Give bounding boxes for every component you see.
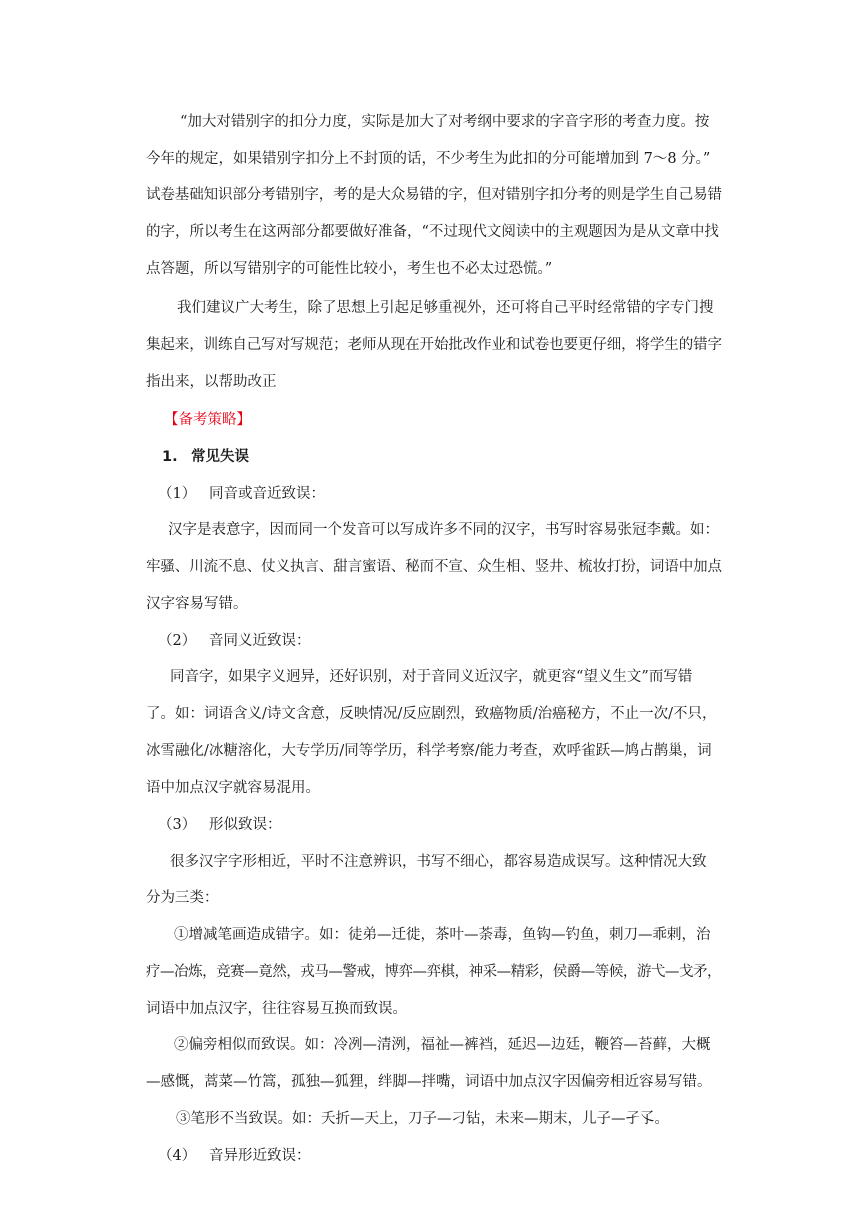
paragraph-line: 同音字，如果字义迥异，还好识别，对于音同义近汉字，就更容“望义生文”而写错 [170, 669, 693, 685]
item-number: （1） [158, 486, 197, 502]
item-number: （3） [158, 817, 197, 833]
item-title: 音异形近致误： [209, 1148, 311, 1164]
paragraph-line: 点答题，所以写错别字的可能性比较小，考生也不必太过恐慌。” [146, 261, 553, 277]
paragraph-line: ①增减笔画造成错字。如：徒弟—迁徙，茶叶—荼毒，鱼钩—钓鱼，刺刀—乖剌，治 [174, 927, 711, 943]
paragraph-line: 语中加点汉字就容易混用。 [146, 780, 320, 796]
paragraph-line: 指出来，以帮助改正 [146, 374, 277, 390]
paragraph-line: “加大对错别字的扣分力度，实际是加大了对考纲中要求的字音字形的考查力度。按 [180, 114, 710, 130]
paragraph-line: —感慨，蒿菜—竹篙，孤独—狐狸，绊脚—拌嘴，词语中加点汉字因偏旁相近容易写错。 [146, 1074, 712, 1090]
paragraph-line: ②偏旁相似而致误。如：冷冽—清洌，福祉—裤裆，延迟—边廷，鞭笞—苔藓，大概 [174, 1037, 711, 1053]
paragraph-line: 分为三类： [146, 890, 219, 906]
item-number: （2） [158, 633, 197, 649]
paragraph-line: 汉字是表意字，因而同一个发音可以写成许多不同的汉字，书写时容易张冠李戴。如： [168, 522, 719, 538]
paragraph-line: 很多汉字字形相近，平时不注意辨识，书写不细心，都容易造成误写。这种情况大致 [170, 854, 707, 870]
item-title: 音同义近致误： [209, 633, 311, 649]
paragraph-line: 汉字容易写错。 [146, 596, 248, 612]
paragraph-line: 集起来，训练自己写对写规范；老师从现在开始批改作业和试卷也要更仔细，将学生的错字 [146, 337, 722, 353]
paragraph-line: 今年的规定，如果错别字扣分上不封顶的话，不少考生为此扣的分可能增加到 7～8 分。” [146, 151, 711, 167]
paragraph-line: 的字，所以考生在这两部分都要做好准备，“不过现代文阅读中的主观题因为是从文章中找 [146, 224, 719, 240]
section-heading: 【备考策略】 [164, 412, 251, 428]
subheading-number: 1. [162, 449, 178, 465]
paragraph-line: 了。如：词语含义/诗文含意，反映情况/反应剧烈，致癌物质/治癌秘方，不止一次/不只， [146, 706, 717, 722]
paragraph-line: 冰雪融化/冰糖溶化，大专学历/同等学历，科学考察/能力考查，欢呼雀跃—鸠占鹊巢，词 [146, 743, 712, 759]
paragraph-line: 词语中加点汉字，往往容易互换而致误。 [146, 1001, 407, 1017]
paragraph-line: 牢骚、川流不息、仗义执言、甜言蜜语、秘而不宣、众生相、竖井、梳妆打扮，词语中加点 [146, 559, 722, 575]
paragraph-line: 试卷基础知识部分考错别字，考的是大众易错的字，但对错别字扣分考的则是学生自己易错 [146, 187, 722, 203]
paragraph-line: ③笔形不当致误。如：夭折—天上，刀子—刁钻，未来—期末，儿子—孑孓。 [176, 1111, 669, 1127]
paragraph-line: 疗—冶炼，竞赛—竟然，戎马—警戒，博弈—弈棋，神采—精彩，侯爵—等候，游弋—戈矛， [146, 964, 722, 980]
paragraph-line: 我们建议广大考生，除了思想上引起足够重视外，还可将自己平时经常错的字专门搜 [177, 300, 714, 316]
subheading-title: 常见失误 [191, 449, 249, 465]
item-number: （4） [158, 1148, 197, 1164]
item-title: 形似致误： [209, 817, 282, 833]
item-title: 同音或音近致误： [209, 486, 325, 502]
